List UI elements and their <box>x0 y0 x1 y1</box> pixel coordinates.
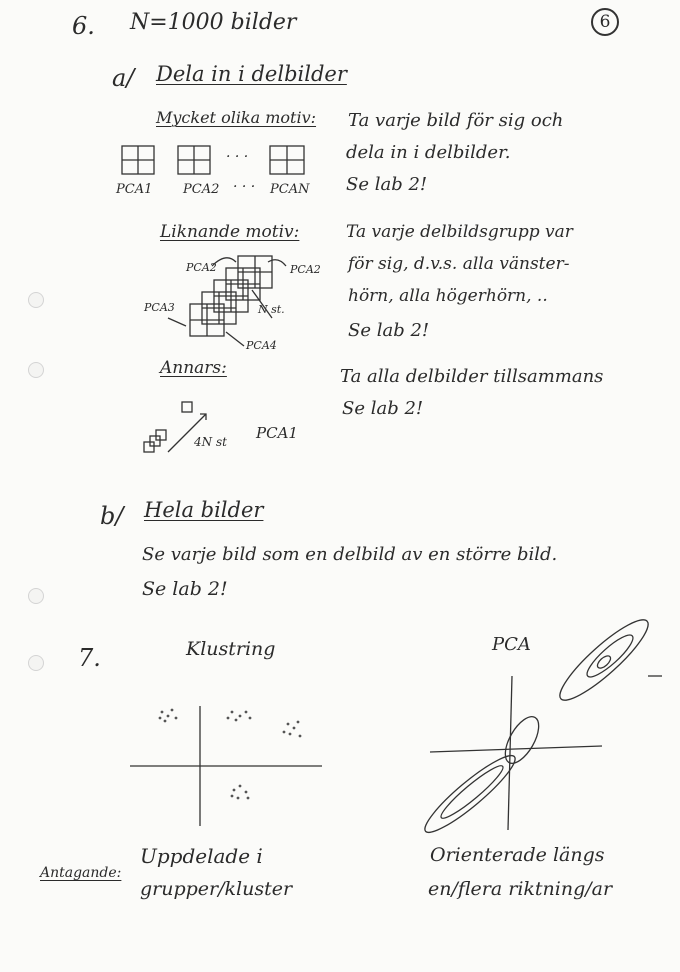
image-grid-icon <box>122 146 154 174</box>
clustering-plot <box>130 706 322 826</box>
part-a-label: a/ <box>112 64 135 92</box>
pca-title: PCA <box>492 634 531 655</box>
case1-heading: Mycket olika motiv: <box>156 108 317 127</box>
pca-plot <box>418 611 662 841</box>
image-grid-icon <box>178 146 210 174</box>
image-grid-icon <box>270 146 304 174</box>
pca-text-2: en/flera riktning/ar <box>428 878 613 900</box>
case3-heading: Annars: <box>160 358 227 378</box>
case2-text-1: Ta varje delbildsgrupp var <box>346 222 573 242</box>
case2-text-3: hörn, alla högerhörn, .. <box>348 286 548 306</box>
pca-label: PCA2 <box>183 182 220 197</box>
pca-label: PCA4 <box>246 339 277 352</box>
pca-label: PCA1 <box>256 424 298 442</box>
section7-number: 7. <box>78 644 101 672</box>
section6-header: N=1000 bilder <box>130 10 297 35</box>
part-b-text-2: Se lab 2! <box>142 578 228 600</box>
count-label: 4N st <box>194 435 227 449</box>
clustering-text-2: grupper/kluster <box>140 878 293 900</box>
section6-number: 6. <box>72 12 95 40</box>
part-b-label: b/ <box>100 502 124 530</box>
case2-text-2: för sig, d.v.s. alla vänster- <box>348 254 570 274</box>
clustering-title: Klustring <box>186 638 276 660</box>
ellipsis: · · · <box>233 179 256 195</box>
part-a-title: Dela in i delbilder <box>156 62 347 86</box>
pca-label: PCA1 <box>116 182 153 197</box>
case2-text-4: Se lab 2! <box>348 320 430 341</box>
pca-label: PCA2 <box>290 263 321 276</box>
count-label: N st. <box>258 303 285 316</box>
pca-text-1: Orienterade längs <box>430 844 605 866</box>
case3-text-2: Se lab 2! <box>342 398 424 419</box>
case2-heading: Liknande motiv: <box>160 222 300 242</box>
delbild-squares-icon <box>144 402 206 452</box>
case1-text-2: dela in i delbilder. <box>346 142 511 163</box>
part-b-title: Hela bilder <box>144 498 264 522</box>
pca-label: PCA2 <box>186 261 217 274</box>
assumption-label: Antagande: <box>40 865 122 881</box>
clustering-text-1: Uppdelade i <box>140 844 263 868</box>
pca-label: PCA3 <box>144 301 175 314</box>
pca-label: PCAN <box>270 182 310 197</box>
page-number: 6 <box>599 12 611 32</box>
stacked-grids-icon <box>168 256 286 346</box>
ellipsis: · · · <box>226 149 249 165</box>
case1-text-1: Ta varje bild för sig och <box>348 110 564 131</box>
case1-text-3: Se lab 2! <box>346 174 428 195</box>
case3-text-1: Ta alla delbilder tillsammans <box>340 366 604 387</box>
part-b-text-1: Se varje bild som en delbild av en större bild. <box>142 544 558 565</box>
